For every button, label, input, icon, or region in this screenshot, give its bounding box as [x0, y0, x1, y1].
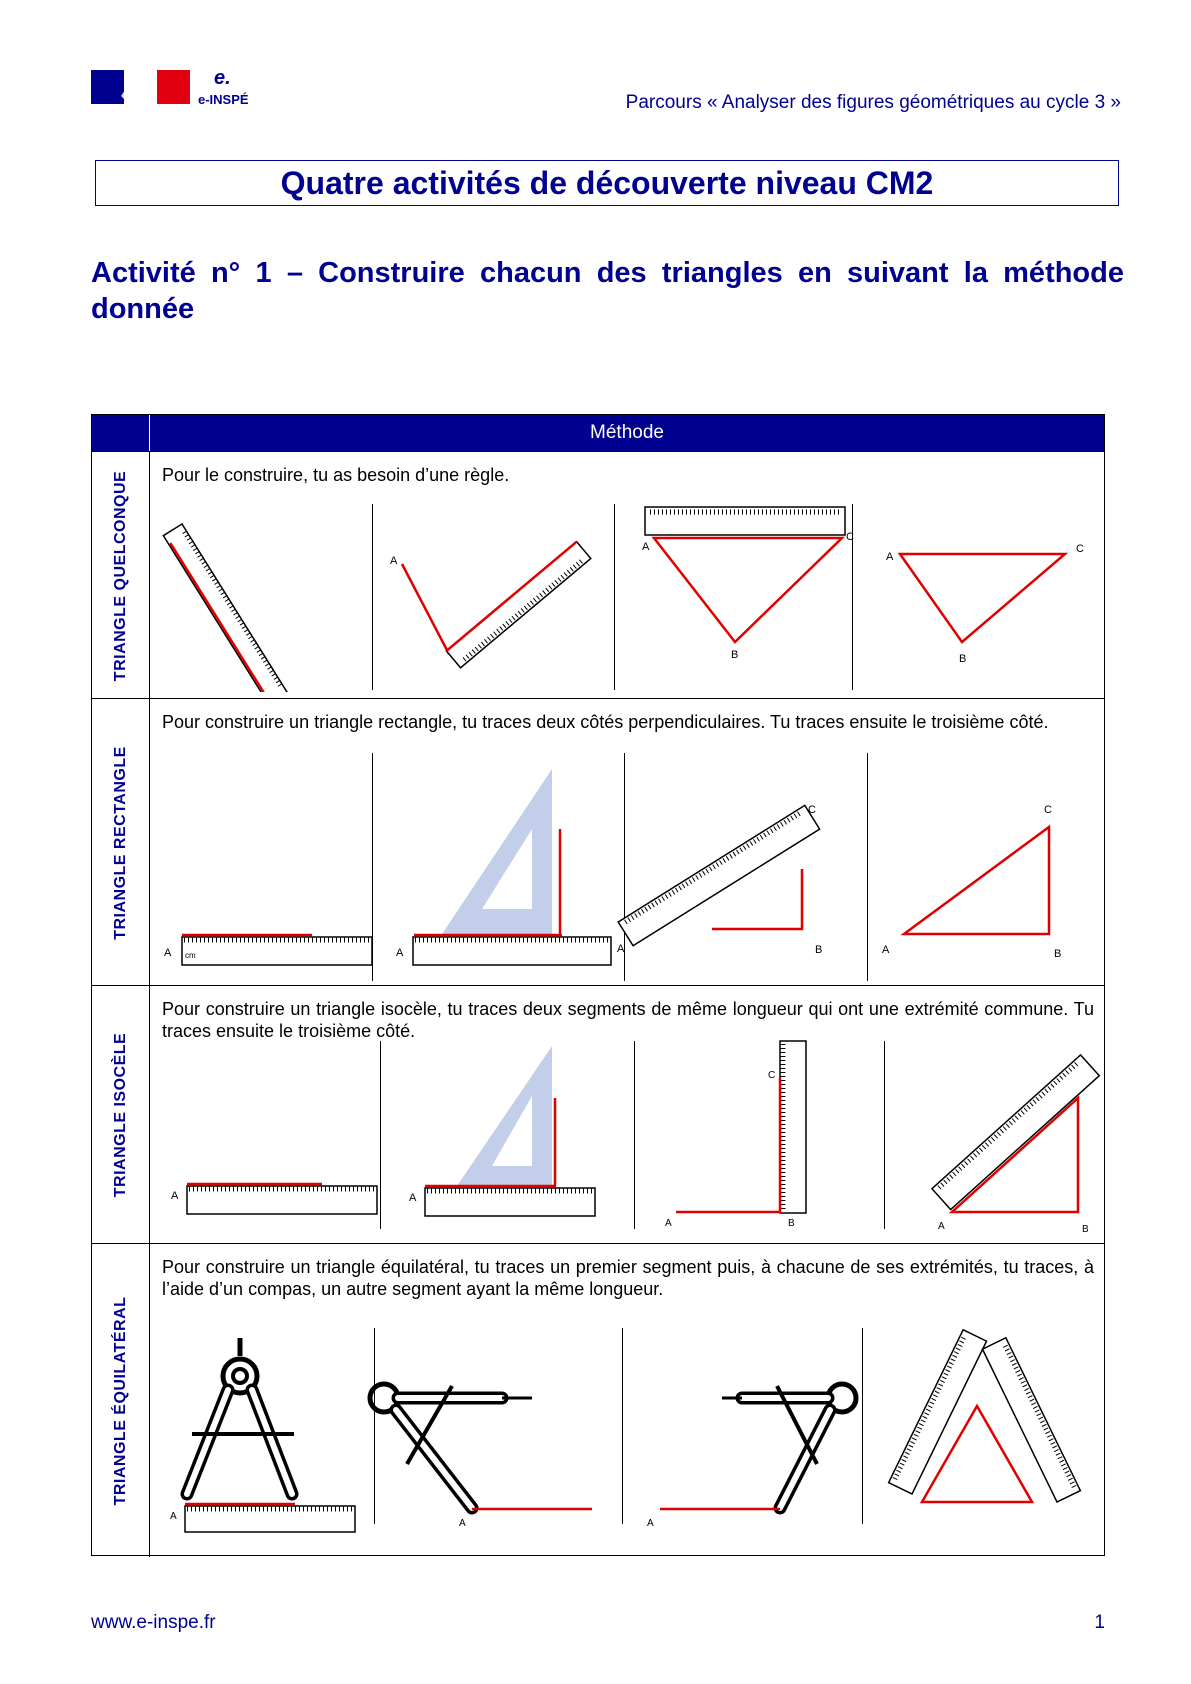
row-triangle-rectangle [92, 698, 1104, 986]
svg-text:A: A [396, 947, 404, 959]
svg-text:A: A [642, 541, 650, 553]
compass-icon [370, 1384, 532, 1508]
svg-text:C: C [1076, 543, 1084, 555]
svg-text:B: B [815, 944, 823, 956]
svg-text:A: A [665, 1218, 672, 1229]
row-triangle-isocele [92, 985, 1104, 1244]
logo-text: e-INSPÉ [198, 92, 249, 107]
svg-text:B: B [1054, 948, 1062, 960]
svg-text:A: A [171, 1190, 179, 1202]
svg-text:A: A [647, 1518, 654, 1529]
compass-icon [722, 1384, 856, 1508]
triangle-isocele-figures [152, 1036, 1102, 1241]
e-inspe-logo [91, 70, 261, 112]
ruler-icon [889, 1330, 987, 1494]
svg-text:B: B [788, 1218, 795, 1229]
ruler-icon [425, 1188, 595, 1216]
svg-text:C: C [808, 804, 816, 816]
compass-icon [187, 1338, 294, 1494]
row-method-text: Pour le construire, tu as besoin d’une règle. [162, 465, 510, 485]
row-triangle-equilateral [92, 1243, 1104, 1557]
row-triangle-quelconque [92, 451, 1104, 699]
row-method-text: Pour construire un triangle isocèle, tu traces deux segments de même longueur qui ont une extrémité commune. Tu traces ensuite le troisième côté. [162, 999, 1094, 1041]
svg-text:A: A [164, 947, 172, 959]
ruler-icon [982, 1338, 1080, 1502]
svg-text:A: A [390, 555, 398, 567]
triangle-rectangle-figures [152, 749, 1102, 984]
ruler-icon [780, 1041, 806, 1213]
table-header-corner [92, 415, 150, 451]
triangle-quelconque-figures [152, 502, 1102, 692]
row-label: TRIANGLE QUELCONQUE [92, 452, 150, 699]
svg-text:cm: cm [185, 951, 196, 960]
set-square-icon [442, 769, 552, 934]
triangle-equilateral-figures [152, 1324, 1102, 1554]
course-reference: Parcours « Analyser des figures géométriques au cycle 3 » [625, 92, 1121, 113]
svg-text:A: A [938, 1221, 945, 1232]
row-method-text: Pour construire un triangle rectangle, tu traces deux côtés perpendiculaires. Tu traces ensuite le troisième côté. [162, 712, 1049, 732]
svg-text:B: B [1082, 1224, 1089, 1235]
svg-text:B: B [731, 649, 739, 661]
svg-text:C: C [1044, 804, 1052, 816]
row-method-text: Pour construire un triangle équilatéral, tu traces un premier segment puis, à chacune de ses extrémités, tu traces, à l’aide d’un compas, un autre segment ayant la même longueur. [162, 1257, 1094, 1299]
table-header-method: Méthode [150, 415, 1104, 451]
page-number: 1 [1094, 1612, 1105, 1633]
page-title: Quatre activités de découverte niveau CM2 [95, 160, 1119, 206]
method-table [91, 414, 1105, 1556]
ruler-icon [446, 542, 590, 668]
logo-mark: e. [214, 70, 231, 89]
svg-text:A: A [170, 1511, 177, 1522]
row-label: TRIANGLE RECTANGLE [92, 699, 150, 986]
svg-text:A: A [882, 944, 890, 956]
svg-text:A: A [409, 1192, 417, 1204]
svg-text:A: A [886, 551, 894, 563]
ruler-icon [163, 524, 288, 692]
ruler-icon [932, 1055, 1099, 1210]
svg-text:B: B [959, 653, 967, 665]
ruler-icon [618, 805, 819, 945]
svg-text:C: C [768, 1070, 776, 1081]
svg-text:A: A [617, 943, 625, 955]
ruler-icon [185, 1506, 355, 1532]
footer-url[interactable]: www.e-inspe.fr [91, 1612, 216, 1633]
activity-heading: Activité n° 1 – Construire chacun des triangles en suivant la méthode donnée [91, 257, 1124, 325]
svg-text:A: A [459, 1518, 466, 1529]
svg-text:C: C [846, 531, 854, 543]
row-label: TRIANGLE ÉQUILATÉRAL [92, 1244, 150, 1557]
row-label: TRIANGLE ISOCÈLE [92, 986, 150, 1244]
